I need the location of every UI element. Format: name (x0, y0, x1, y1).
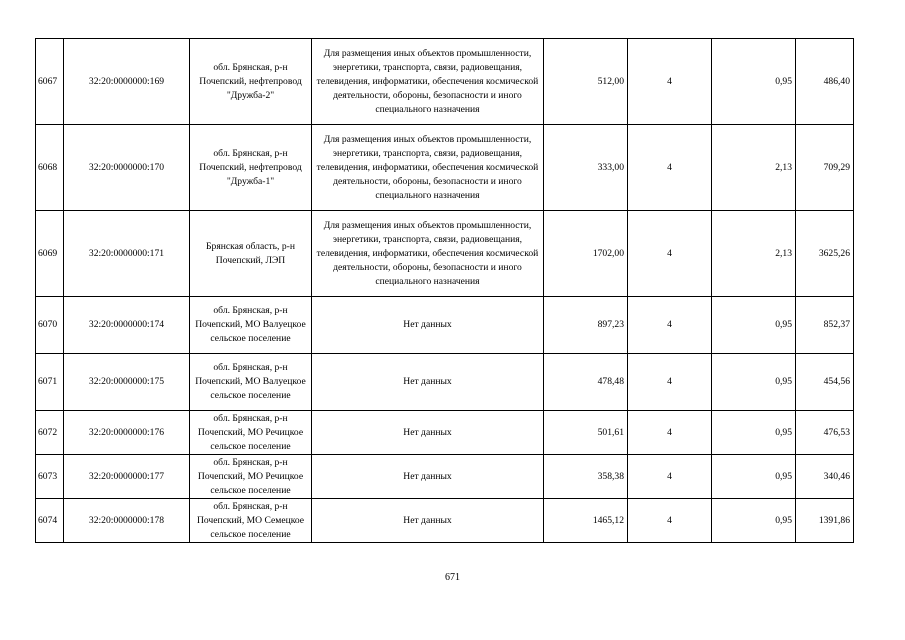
cell-address: обл. Брянская, р-н Почепский, МО Валуецкое сельское поселение (190, 354, 312, 411)
cell-cadastral-number: 32:20:0000000:178 (64, 499, 190, 543)
cell-address: обл. Брянская, р-н Почепский, МО Речицкое сельское поселение (190, 455, 312, 499)
cell-permitted-use: Нет данных (312, 455, 544, 499)
cell-area: 478,48 (544, 354, 628, 411)
cell-cadastral-number: 32:20:0000000:170 (64, 125, 190, 211)
cell-coefficient: 0,95 (712, 297, 796, 354)
table-row (36, 354, 854, 411)
cell-cadastral-number: 32:20:0000000:176 (64, 411, 190, 455)
cell-group: 4 (628, 297, 712, 354)
cell-number: 6070 (36, 297, 64, 354)
cell-address: обл. Брянская, р-н Почепский, МО Валуецкое сельское поселение (190, 297, 312, 354)
cell-address: обл. Брянская, р-н Почепский, нефтепровод "Дружба-1" (190, 125, 312, 211)
table-row (36, 455, 854, 499)
cell-number: 6071 (36, 354, 64, 411)
table-row (36, 297, 854, 354)
cell-number: 6074 (36, 499, 64, 543)
cell-address: обл. Брянская, р-н Почепский, МО Семецкое сельское поселение (190, 499, 312, 543)
cell-group: 4 (628, 499, 712, 543)
cell-cadastral-value: 476,53 (796, 411, 854, 455)
cell-number: 6072 (36, 411, 64, 455)
cell-number: 6073 (36, 455, 64, 499)
cell-permitted-use: Для размещения иных объектов промышленности, энергетики, транспорта, связи, радиовещания, телевидения, информатики, обеспечения космической деятельности, обороны, безопасности и иного специального назначения (312, 39, 544, 125)
cell-coefficient: 0,95 (712, 455, 796, 499)
cell-cadastral-number: 32:20:0000000:169 (64, 39, 190, 125)
cell-area: 512,00 (544, 39, 628, 125)
cell-coefficient: 0,95 (712, 354, 796, 411)
cell-number: 6067 (36, 39, 64, 125)
cell-cadastral-value: 3625,26 (796, 211, 854, 297)
cell-coefficient: 0,95 (712, 39, 796, 125)
cell-permitted-use: Нет данных (312, 411, 544, 455)
cell-permitted-use: Нет данных (312, 499, 544, 543)
table-row (36, 39, 854, 125)
table-row (36, 411, 854, 455)
table-row (36, 125, 854, 211)
cell-cadastral-value: 454,56 (796, 354, 854, 411)
cell-group: 4 (628, 354, 712, 411)
cell-cadastral-value: 852,37 (796, 297, 854, 354)
cell-group: 4 (628, 411, 712, 455)
table-row (36, 499, 854, 543)
cell-area: 1465,12 (544, 499, 628, 543)
cell-coefficient: 0,95 (712, 499, 796, 543)
cell-group: 4 (628, 211, 712, 297)
land-registry-table (35, 38, 854, 543)
cell-area: 897,23 (544, 297, 628, 354)
cell-coefficient: 2,13 (712, 211, 796, 297)
cell-coefficient: 2,13 (712, 125, 796, 211)
cell-permitted-use: Нет данных (312, 297, 544, 354)
cell-cadastral-value: 1391,86 (796, 499, 854, 543)
cell-group: 4 (628, 125, 712, 211)
cell-group: 4 (628, 455, 712, 499)
cell-permitted-use: Для размещения иных объектов промышленности, энергетики, транспорта, связи, радиовещания, телевидения, информатики, обеспечения космической деятельности, обороны, безопасности и иного специального назначения (312, 125, 544, 211)
cell-cadastral-value: 486,40 (796, 39, 854, 125)
cell-cadastral-number: 32:20:0000000:174 (64, 297, 190, 354)
cell-cadastral-number: 32:20:0000000:175 (64, 354, 190, 411)
cell-address: обл. Брянская, р-н Почепский, МО Речицкое сельское поселение (190, 411, 312, 455)
cell-number: 6068 (36, 125, 64, 211)
cell-area: 358,38 (544, 455, 628, 499)
cell-cadastral-value: 340,46 (796, 455, 854, 499)
cell-coefficient: 0,95 (712, 411, 796, 455)
cell-area: 501,61 (544, 411, 628, 455)
cell-number: 6069 (36, 211, 64, 297)
cell-permitted-use: Нет данных (312, 354, 544, 411)
cell-area: 1702,00 (544, 211, 628, 297)
cell-cadastral-number: 32:20:0000000:177 (64, 455, 190, 499)
cell-address: обл. Брянская, р-н Почепский, нефтепровод "Дружба-2" (190, 39, 312, 125)
cell-cadastral-number: 32:20:0000000:171 (64, 211, 190, 297)
cell-permitted-use: Для размещения иных объектов промышленности, энергетики, транспорта, связи, радиовещания, телевидения, информатики, обеспечения космической деятельности, обороны, безопасности и иного специального назначения (312, 211, 544, 297)
table-row (36, 211, 854, 297)
page-number: 671 (445, 572, 460, 583)
cell-address: Брянская область, р-н Почепский, ЛЭП (190, 211, 312, 297)
cell-group: 4 (628, 39, 712, 125)
cell-cadastral-value: 709,29 (796, 125, 854, 211)
cell-area: 333,00 (544, 125, 628, 211)
table-body (36, 39, 854, 543)
